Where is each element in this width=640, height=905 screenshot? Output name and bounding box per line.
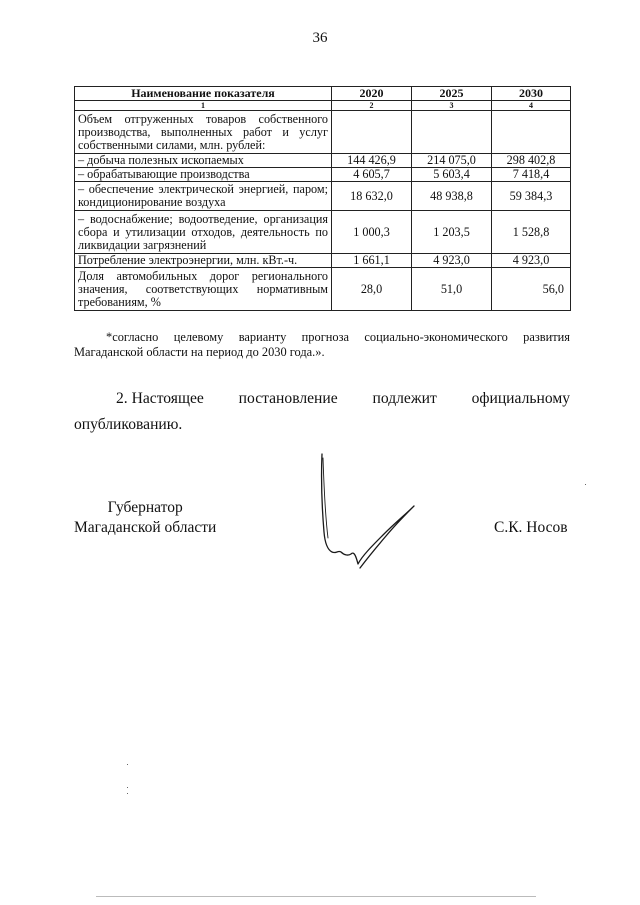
indicators-table	[74, 86, 571, 311]
cell-value: 1 000,3	[332, 211, 412, 254]
table-row	[75, 268, 571, 311]
cell-value: 51,0	[412, 268, 492, 311]
cell-value: 1 661,1	[332, 254, 412, 268]
cell-value: 56,0	[492, 268, 571, 311]
column-numbering-row	[75, 101, 571, 111]
row-label: – водоснабжение; водоотведение, организация сбора и утилизации отходов, деятельность по ликвидации загрязнений	[75, 211, 332, 254]
header-indicator-name: Наименование показателя	[75, 87, 332, 101]
clause-word: постановление	[238, 390, 338, 407]
cell-value: 1 528,8	[492, 211, 571, 254]
cell-value	[412, 111, 492, 154]
signatory-title	[74, 498, 216, 538]
signatory-title-line: Губернатор	[107, 499, 183, 516]
cell-value: 214 075,0	[412, 154, 492, 168]
table-header-row	[75, 87, 571, 101]
table-row	[75, 211, 571, 254]
cell-value: 59 384,3	[492, 182, 571, 211]
table-row	[75, 111, 571, 154]
footnote-line: *согласно целевому варианту прогноза социально-экономического развития	[106, 330, 570, 344]
column-number: 4	[492, 101, 571, 111]
header-year-2025: 2025	[412, 87, 492, 101]
clause-word: 2. Настоящее	[116, 390, 204, 407]
row-label: – обеспечение электрической энергией, паром; кондиционирование воздуха	[75, 182, 332, 211]
header-year-2020: 2020	[332, 87, 412, 101]
cell-value	[492, 111, 571, 154]
row-label: Потребление электроэнергии, млн. кВт.-ч.	[75, 254, 332, 268]
table-row	[75, 154, 571, 168]
row-label: – добыча полезных ископаемых	[75, 154, 332, 168]
cell-value: 144 426,9	[332, 154, 412, 168]
header-year-2030: 2030	[492, 87, 571, 101]
cell-value: 28,0	[332, 268, 412, 311]
clause-line: опубликованию.	[74, 416, 183, 433]
cell-value: 4 923,0	[412, 254, 492, 268]
table-row	[75, 182, 571, 211]
column-number: 1	[75, 101, 332, 111]
column-number: 3	[412, 101, 492, 111]
cell-value: 1 203,5	[412, 211, 492, 254]
page-number: 36	[312, 30, 328, 46]
cell-value: 4 923,0	[492, 254, 571, 268]
handwritten-signature	[316, 448, 426, 578]
cell-value: 4 605,7	[332, 168, 412, 182]
row-label: Доля автомобильных дорог регионального значения, соответствующих нормативным требованиям, %	[75, 268, 332, 311]
cell-value: 18 632,0	[332, 182, 412, 211]
cell-value	[332, 111, 412, 154]
clause-word: официальному	[471, 390, 570, 407]
scan-edge-line	[96, 896, 536, 897]
footnote-line: Магаданской области на период до 2030 года.».	[74, 345, 325, 359]
clause-line	[74, 386, 570, 412]
clause-2	[74, 386, 570, 438]
row-label: Объем отгруженных товаров собственного производства, выполненных работ и услуг собственными силами, млн. рублей:	[75, 111, 332, 154]
table-row	[75, 254, 571, 268]
column-number: 2	[332, 101, 412, 111]
cell-value: 5 603,4	[412, 168, 492, 182]
row-label: – обрабатывающие производства	[75, 168, 332, 182]
table-row	[75, 168, 571, 182]
cell-value: 7 418,4	[492, 168, 571, 182]
signatory-name: С.К. Носов	[494, 519, 568, 536]
signatory-title-line: Магаданской области	[74, 519, 217, 536]
clause-word: подлежит	[372, 390, 437, 407]
table-footnote	[74, 330, 570, 360]
cell-value: 298 402,8	[492, 154, 571, 168]
cell-value: 48 938,8	[412, 182, 492, 211]
